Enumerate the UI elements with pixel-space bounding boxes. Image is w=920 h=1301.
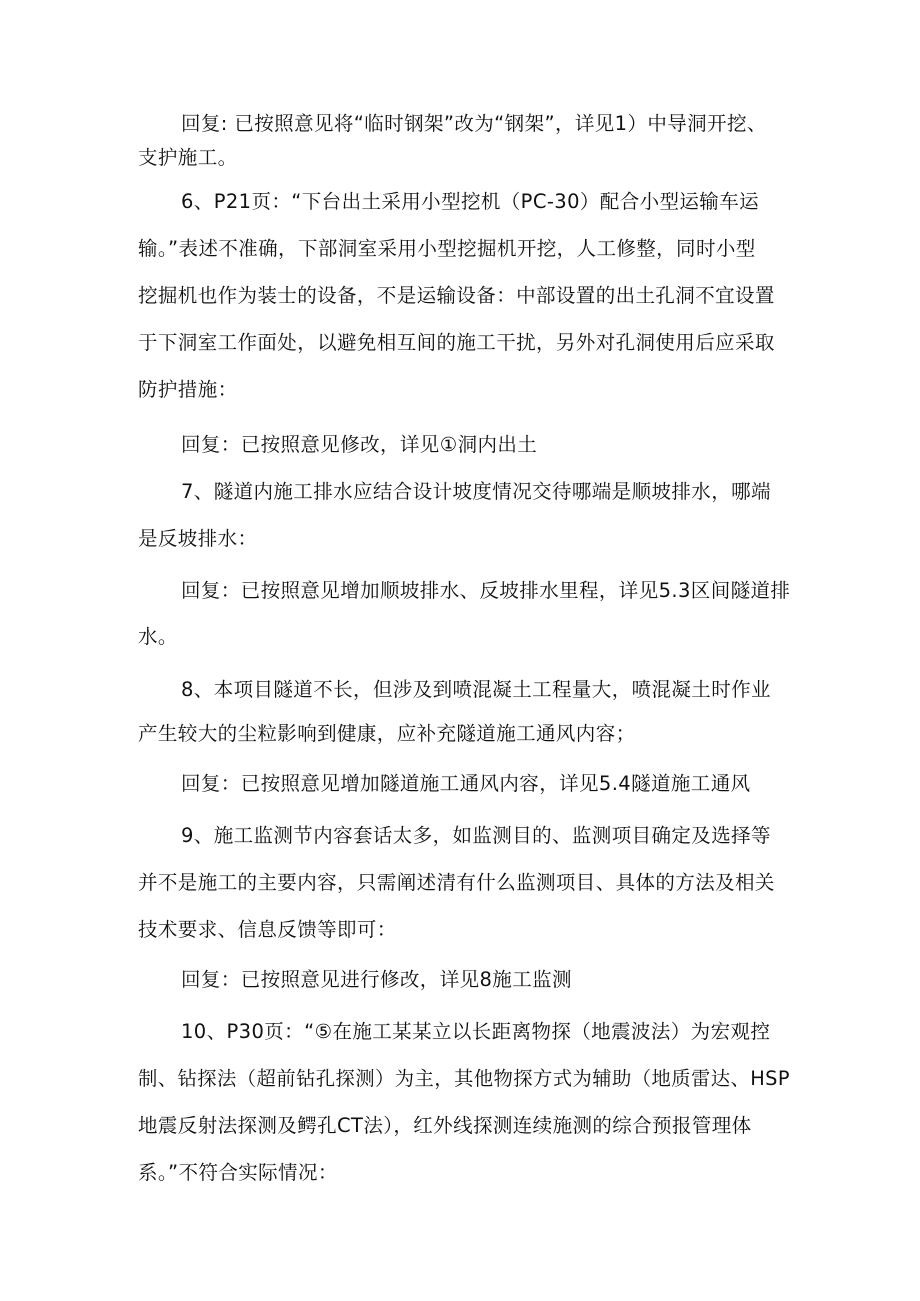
text-line-reply-7: 回复：已按照意见增加顺坡排水、反坡排水里程，详见5.3区间隧道排: [181, 579, 791, 602]
text-line: 并不是施工的主要内容，只需阐述清有什么监测项目、具体的方法及相关: [138, 871, 775, 894]
text-line: 是反坡排水：: [138, 527, 258, 550]
text-line: 系。”不符合实际情况：: [138, 1161, 338, 1184]
text-line: 挖掘机也作为装士的设备，不是运输设备：中部设置的出土孔洞不宜设置: [138, 284, 775, 307]
text-line: 技术要求、信息反馈等即可：: [138, 918, 397, 941]
text-line-item-9: 9、施工监测节内容套话太多，如监测目的、监测项目确定及选择等: [181, 824, 771, 847]
text-line: 水。: [138, 625, 178, 648]
text-line-reply-9: 回复：已按照意见进行修改，详见8施工监测: [181, 968, 572, 991]
text-line-item-6: 6、P21页：“下台出土采用小型挖机（PC-30）配合小型运输车运: [181, 190, 760, 213]
text-line-item-10: 10、P30页：“⑤在施工某某立以长距离物探（地震波法）为宏观控: [181, 1020, 771, 1043]
text-line: 制、钻探法（超前钻孔探测）为主，其他物探方式为辅助（地质雷达、HSP: [138, 1067, 790, 1090]
text-line: 防护措施：: [138, 378, 238, 401]
text-line: 地震反射法探测及鳄孔CT法），红外线探测连续施测的综合预报管理体: [138, 1114, 752, 1137]
text-line: 输。”表述不准确，下部洞室采用小型挖掘机开挖，人工修整，同时小型: [138, 237, 756, 260]
text-line-item-7: 7、隧道内施工排水应结合设计坡度情况交待哪端是顺坡排水，哪端: [181, 480, 771, 503]
text-line: 产生较大的尘粒影响到健康，应补充隧道施工通风内容；: [138, 722, 636, 745]
text-line-item-8: 8、本项目隧道不长，但涉及到喷混凝土工程量大，喷混凝土时作业: [181, 678, 771, 701]
text-line: 于下洞室工作面处，以避免相互间的施工干扰，另外对孔洞使用后应采取: [138, 331, 775, 354]
text-line: 支护施工。: [138, 146, 238, 169]
text-line-reply-6: 回复：已按照意见修改，详见①洞内出土: [181, 433, 538, 456]
text-line-reply-8: 回复：已按照意见增加隧道施工通风内容，详见5.4隧道施工通风: [181, 772, 751, 795]
text-line-reply-5: 回复: 已按照意见将“临时钢架”改为“钢架”，详见1）中导洞开挖、: [181, 112, 767, 135]
